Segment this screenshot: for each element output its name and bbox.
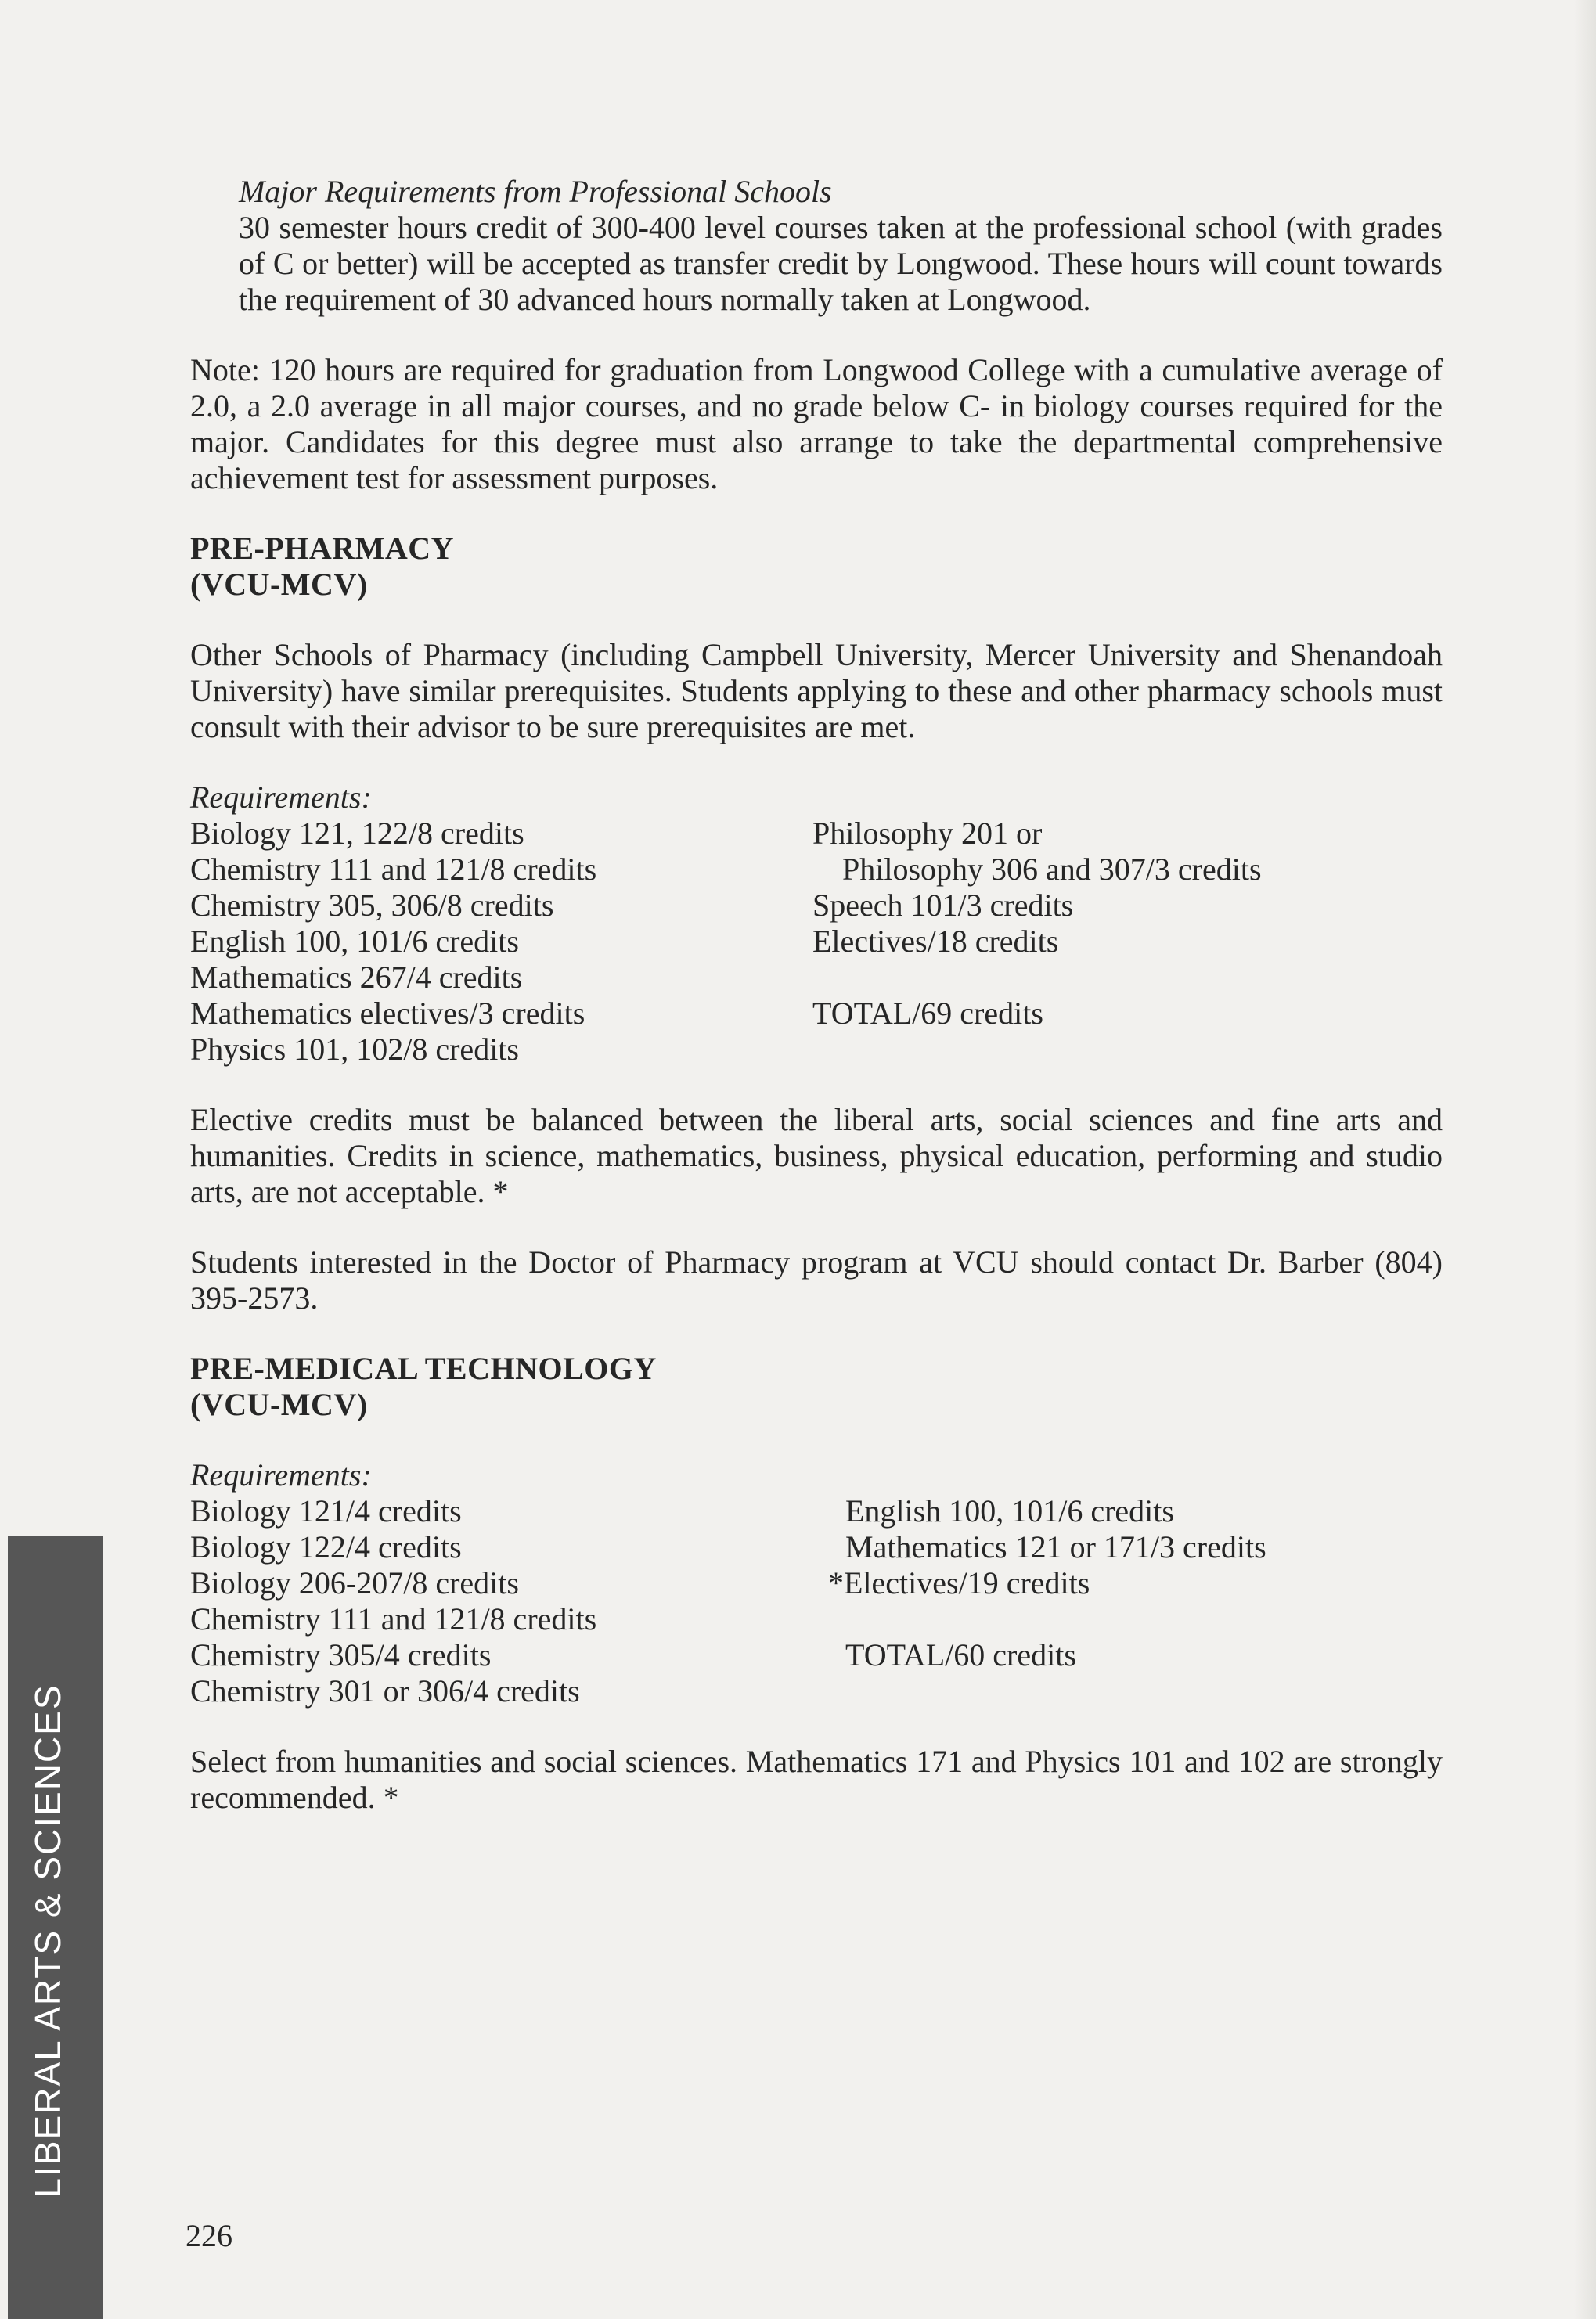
list-item: Biology 121, 122/8 credits: [190, 816, 524, 851]
pre-med-tech-heading-line1: PRE-MEDICAL TECHNOLOGY: [190, 1351, 657, 1386]
list-item: Biology 206-207/8 credits: [190, 1565, 519, 1601]
sidebar-label: LIBERAL ARTS & SCIENCES: [27, 1683, 68, 2198]
pre-med-tech-right-column: [828, 1493, 1443, 1709]
list-item: Electives/18 credits: [812, 924, 1059, 959]
page-number: 226: [186, 2218, 232, 2253]
pre-med-tech-requirements: [190, 1457, 1443, 1709]
list-item: Philosophy 201 or: [812, 816, 1043, 851]
list-item: Speech 101/3 credits: [812, 888, 1074, 923]
pre-pharmacy-left-column: [190, 816, 812, 1068]
pre-pharmacy-electives-note: Elective credits must be balanced between the liberal arts, social sciences and fine arts and humanities. Credits in science, mathematics, business, physical education, performing and studio arts, are not acceptable. *: [190, 1102, 1443, 1209]
graduation-note: Note: 120 hours are required for graduation from Longwood College with a cumulative average of 2.0, a 2.0 average in all major courses, and no grade below C- in biology courses required for the major. Candidates for this degree must also arrange to take the departmental comprehensive achievement test for assessment purposes.: [190, 352, 1443, 495]
list-item: Mathematics electives/3 credits: [190, 996, 585, 1031]
pre-pharmacy-heading-line1: PRE-PHARMACY: [190, 531, 455, 566]
list-item: Chemistry 111 and 121/8 credits: [190, 852, 597, 887]
list-item: Philosophy 306 and 307/3 credits: [842, 852, 1262, 887]
pre-med-tech-left-column: [190, 1493, 828, 1709]
professional-schools-body: 30 semester hours credit of 300-400 level courses taken at the professional school (with grades of C or better) will be accepted as transfer credit by Longwood. These hours will count towards the requirement of 30 advanced hours normally taken at Longwood.: [239, 210, 1443, 317]
list-item: Chemistry 305/4 credits: [190, 1637, 492, 1673]
pre-pharmacy-heading-line2: (VCU-MCV): [190, 567, 368, 602]
pre-pharmacy-intro: Other Schools of Pharmacy (including Campbell University, Mercer University and Shenandoah University) have similar prerequisites. Students applying to these and other pharmacy schools must consult with their advisor to be sure prerequisites are met.: [190, 637, 1443, 744]
page-content: [190, 174, 1443, 1816]
page-edge: [1574, 0, 1596, 2319]
list-item: Biology 121/4 credits: [190, 1493, 462, 1529]
pre-pharmacy-heading: [190, 531, 1443, 603]
list-item: English 100, 101/6 credits: [190, 924, 519, 959]
list-item: Chemistry 111 and 121/8 credits: [190, 1601, 597, 1637]
pre-med-tech-heading: [190, 1351, 1443, 1423]
pre-pharmacy-requirements-columns: [190, 816, 1443, 1068]
pre-med-tech-requirements-label: Requirements:: [190, 1457, 372, 1493]
pre-med-tech-select-note: Select from humanities and social sciences. Mathematics 171 and Physics 101 and 102 are strongly recommended. *: [190, 1744, 1443, 1815]
list-item: Chemistry 301 or 306/4 credits: [190, 1673, 580, 1709]
professional-schools-title: Major Requirements from Professional Schools: [239, 174, 832, 209]
list-item: English 100, 101/6 credits: [845, 1493, 1174, 1529]
list-item: Physics 101, 102/8 credits: [190, 1032, 519, 1067]
pre-pharmacy-contact-note: Students interested in the Doctor of Pharmacy program at VCU should contact Dr. Barber (804) 395-2573.: [190, 1244, 1443, 1316]
professional-schools-section: [190, 174, 1443, 318]
pre-pharmacy-total: TOTAL/69 credits: [812, 996, 1043, 1031]
pre-pharmacy-right-column: [812, 816, 1443, 1068]
spacer: [812, 960, 1443, 996]
list-item: Mathematics 121 or 171/3 credits: [845, 1529, 1266, 1565]
pre-med-tech-requirements-columns: [190, 1493, 1443, 1709]
spacer: [828, 1601, 1443, 1637]
pre-med-tech-total: TOTAL/60 credits: [845, 1637, 1076, 1673]
list-item: Mathematics 267/4 credits: [190, 960, 523, 995]
list-item: *Electives/19 credits: [828, 1565, 1090, 1601]
pre-pharmacy-requirements-label: Requirements:: [190, 780, 372, 815]
list-item: Biology 122/4 credits: [190, 1529, 462, 1565]
pre-med-tech-heading-line2: (VCU-MCV): [190, 1387, 368, 1422]
pre-pharmacy-requirements: [190, 780, 1443, 1068]
list-item: Chemistry 305, 306/8 credits: [190, 888, 554, 923]
